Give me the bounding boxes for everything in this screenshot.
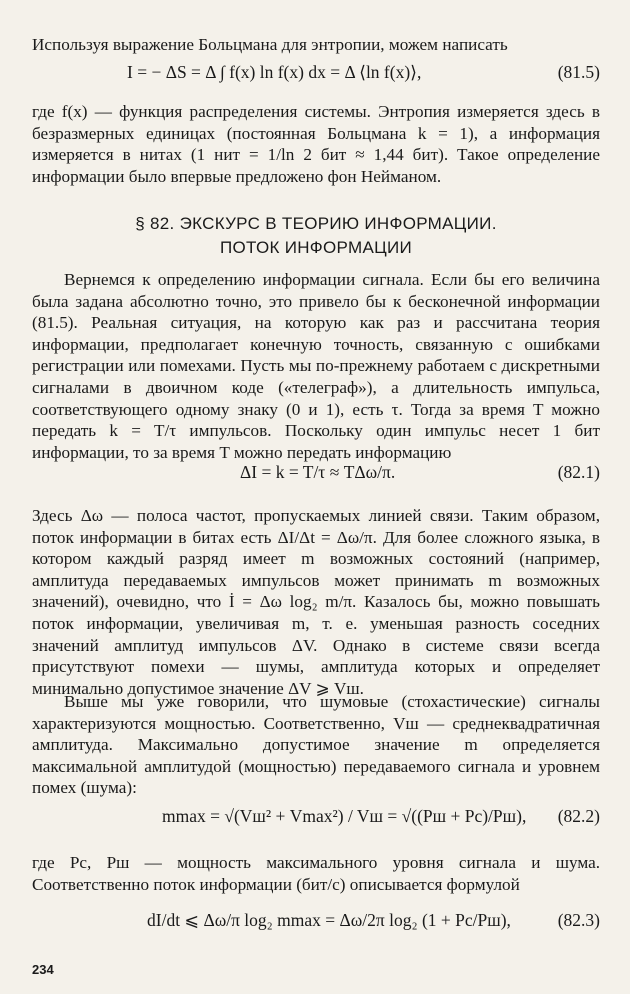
equation-82-1-number: (82.1) — [557, 462, 600, 482]
equation-81-5 — [32, 62, 600, 102]
equation-82-2-number: (82.2) — [557, 806, 600, 826]
paragraph-intro: Используя выражение Больцмана для энтропии, можем написать — [32, 35, 508, 54]
equation-81-5-number: (81.5) — [557, 62, 600, 82]
section-heading — [32, 212, 600, 260]
paragraph-noise: Выше мы уже говорили, что шумовые (стохастические) сигналы характеризуются мощностью. Соответственно, Vш — среднеквадратичная амплитуда. Максимально допустимое значение m определяется максимальной амплитудой (мощностью) передаваемого сигнала и уровнем помех (шума): — [32, 692, 600, 798]
page-number: 234 — [32, 962, 54, 977]
paragraph-signal-info: Вернемся к определению информации сигнала. Если бы его величина была задана абсолютно точно, это привело бы к бесконечной информации (81.5). Реальная ситуация, на которую как раз и рассчитана теория информации, предполагает конечную точность, связанную с ошибками регистрации или помехами. Пусть мы по-прежнему работаем с дискретными сигналами в двоичном коде («телеграф»), а длительность импульса, соответствующего одному знаку (0 и 1), есть τ. Тогда за время T можно передать k = T/τ импульсов. Поскольку один импульс несет 1 бит информации, то за время T можно передать информацию — [32, 270, 600, 462]
section-heading-line2: ПОТОК ИНФОРМАЦИИ — [219, 238, 412, 257]
paragraph-power: где Pc, Pш — мощность максимального уровня сигнала и шума. Соответственно поток информации (бит/с) описывается формулой — [32, 853, 600, 894]
equation-82-1-body: ΔI = k = T/τ ≈ TΔω/π. — [240, 462, 396, 482]
equation-82-1 — [32, 462, 600, 502]
paragraph-bandwidth: Здесь Δω — полоса частот, пропускаемых линией связи. Таким образом, поток информации в битах есть ΔI/Δt = Δω/π. Для более сложного языка, в котором каждый разряд имеет m возможных состояний (например, амплитуда передаваемых импульсов может принимать m возможных значений), очевидно, что İ = Δω log₂ m/π. Казалось бы, можно повышать поток информации, увеличивая m, т. е. уменьшая разность соседних значений амплитуд импульсов ΔV. Однако в системе связи всегда присутствуют помехи — шумы, амплитуда которых и определяет минимально допустимое значение ΔV ⩾ Vш. — [32, 506, 600, 698]
equation-81-5-body: I = − ΔS = Δ ∫ f(x) ln f(x) dx = Δ ⟨ln f(x)⟩, — [127, 62, 422, 82]
equation-82-2 — [32, 806, 600, 846]
section-heading-line1: § 82. ЭКСКУРС В ТЕОРИЮ ИНФОРМАЦИИ. — [135, 214, 497, 233]
equation-82-3-number: (82.3) — [557, 910, 600, 930]
paragraph-entropy: где f(x) — функция распределения системы. Энтропия измеряется здесь в безразмерных единицах (постоянная Больцмана k = 1), а информация измеряется в нитах (1 нит = 1/ln 2 бит ≈ 1,44 бит). Такое определение информации было впервые предложено фон Нейманом. — [32, 102, 600, 186]
equation-82-3 — [32, 910, 600, 950]
equation-82-2-body: mmax = √(Vш² + Vmax²) / Vш = √((Pш + Pc)/Pш), — [162, 806, 527, 826]
equation-82-3-body: dI/dt ⩽ Δω/π log₂ mmax = Δω/2π log₂ (1 + Pc/Pш), — [147, 910, 511, 930]
